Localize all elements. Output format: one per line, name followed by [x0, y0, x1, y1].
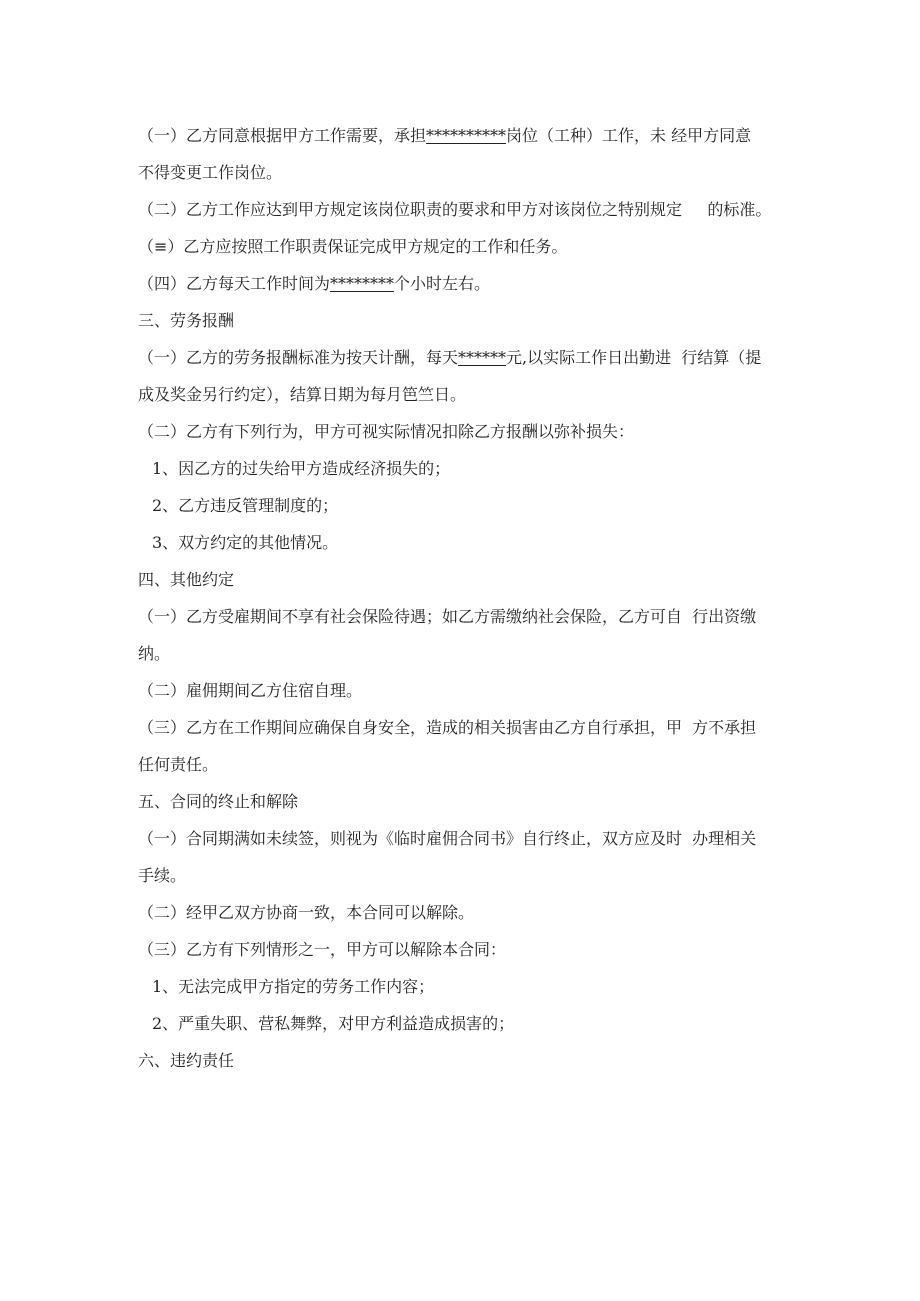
text-segment: 手续。 — [138, 866, 187, 885]
paragraph-line — [138, 269, 798, 306]
text-segment: 任何责任。 — [138, 755, 219, 774]
text-segment: 不得变更工作岗位。 — [138, 163, 283, 182]
text-segment: （一）乙方受雇期间不享有社会保险待遇；如乙方需缴纳社会保险，乙方可自 行出资缴 — [138, 607, 757, 626]
paragraph-line — [138, 676, 798, 713]
paragraph-line — [138, 602, 798, 639]
text-segment: （四）乙方每天工作时间为 — [138, 274, 331, 293]
list-item — [138, 528, 798, 565]
paragraph-line — [138, 898, 798, 935]
heading-text: 三、劳务报酬 — [138, 311, 235, 330]
list-item — [138, 491, 798, 528]
section-heading — [138, 1046, 798, 1083]
text-segment: 元,以实际工作日出勤进 行结算（提 — [506, 348, 762, 367]
paragraph-line — [138, 343, 798, 380]
text-segment: （三）乙方在工作期间应确保自身安全，造成的相关损害由乙方自行承担，甲 方不承担 — [138, 718, 757, 737]
text-segment: 2、严重失职、营私舞弊，对甲方利益造成损害的； — [152, 1014, 515, 1033]
section-heading — [138, 787, 798, 824]
paragraph-line — [138, 417, 798, 454]
text-segment: 1、因乙方的过失给甲方造成经济损失的； — [152, 459, 451, 478]
fill-in-blank: ******** — [330, 274, 395, 293]
text-segment: 纳。 — [138, 644, 171, 663]
text-segment: 2、乙方违反管理制度的； — [152, 496, 339, 515]
list-item — [138, 972, 798, 1009]
paragraph-line — [138, 232, 798, 269]
paragraph-line — [138, 195, 798, 232]
paragraph-line — [138, 639, 798, 676]
fill-in-blank: ****** — [458, 348, 507, 367]
text-segment: （二）乙方工作应达到甲方规定该岗位职责的要求和甲方对该岗位之特别规定 的标准。 — [138, 200, 772, 219]
text-segment: （二）雇佣期间乙方住宿自理。 — [138, 681, 363, 700]
text-segment: 个小时左右。 — [394, 274, 491, 293]
paragraph-line — [138, 750, 798, 787]
fill-in-blank: ********** — [426, 126, 507, 145]
text-segment: 1、无法完成甲方指定的劳务工作内容； — [152, 977, 435, 996]
text-segment: （二）经甲乙双方协商一致，本合同可以解除。 — [138, 903, 475, 922]
text-segment: （≡）乙方应按照工作职责保证完成甲方规定的工作和任务。 — [138, 237, 568, 256]
paragraph-line — [138, 824, 798, 861]
text-segment: （一）合同期满如未续签，则视为《临时雇佣合同书》自行终止，双方应及时 办理相关 — [138, 829, 757, 848]
paragraph-line — [138, 861, 798, 898]
heading-text: 六、违约责任 — [138, 1051, 235, 1070]
heading-text: 四、其他约定 — [138, 570, 235, 589]
paragraph-line — [138, 380, 798, 417]
text-segment: 岗位（工种）工作，未 经甲方同意 — [506, 126, 752, 145]
text-segment: （二）乙方有下列行为，甲方可视实际情况扣除乙方报酬以弥补损失： — [138, 422, 635, 441]
text-segment: （一）乙方同意根据甲方工作需要，承担 — [138, 126, 427, 145]
paragraph-line — [138, 935, 798, 972]
document-body — [138, 121, 798, 1083]
paragraph-line — [138, 158, 798, 195]
text-segment: 3、双方约定的其他情况。 — [152, 533, 339, 552]
text-segment: 成及奖金另行约定），结算日期为每月笆竺日。 — [138, 385, 467, 404]
section-heading — [138, 565, 798, 602]
paragraph-line — [138, 713, 798, 750]
list-item — [138, 1009, 798, 1046]
section-heading — [138, 306, 798, 343]
paragraph-line — [138, 121, 798, 158]
text-segment: （三）乙方有下列情形之一，甲方可以解除本合同： — [138, 940, 507, 959]
text-segment: （一）乙方的劳务报酬标准为按天计酬，每天 — [138, 348, 459, 367]
list-item — [138, 454, 798, 491]
heading-text: 五、合同的终止和解除 — [138, 792, 299, 811]
